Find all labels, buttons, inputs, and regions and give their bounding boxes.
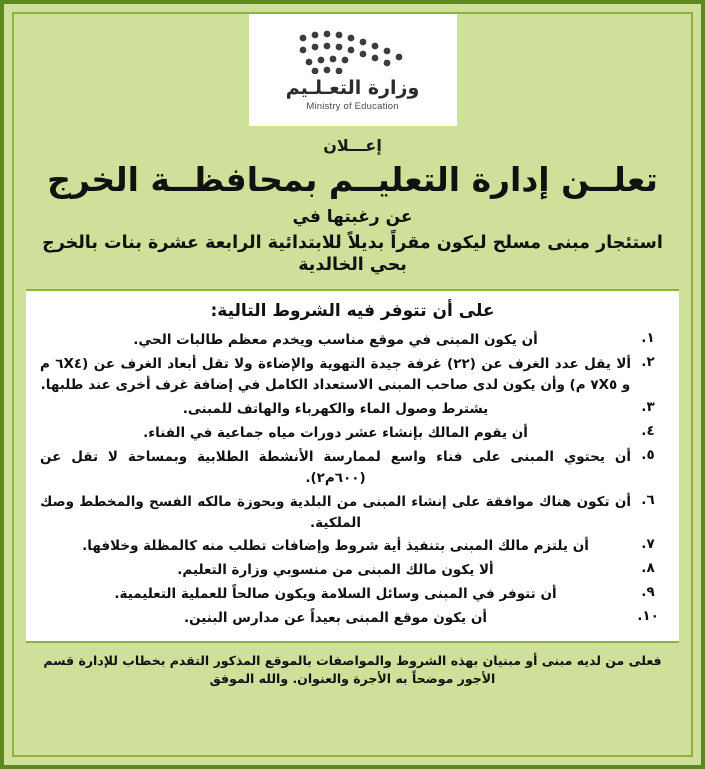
list-item-text: أن تتوفر في المبنى وسائل السلامة ويكون صالحاً للعملية التعليمية. bbox=[114, 586, 557, 603]
list-item-text: ألا يكون مالك المبنى من منسوبي وزارة التعليم. bbox=[177, 562, 494, 579]
list-item bbox=[40, 397, 665, 421]
list-item bbox=[40, 559, 665, 583]
list-item-text: أن يقوم المالك بإنشاء عشر دورات مياه جماعية في الفناء. bbox=[143, 424, 528, 441]
announcement-headline: تعلــن إدارة التعليــم بمحافظــة الخرج bbox=[47, 160, 658, 199]
list-item-number: ٤. bbox=[641, 422, 655, 439]
announcement-description: استئجار مبنى مسلح ليكون مقراً بديلاً للابتدائية الرابعة عشرة بنات بالخرج بحي الخالدية bbox=[42, 232, 663, 275]
conditions-list bbox=[40, 329, 665, 631]
list-item bbox=[40, 353, 665, 398]
list-item-text: أن يلتزم مالك المبنى بتنفيذ أية شروط وإضافات تطلب منه كالمظلة وخلافها. bbox=[82, 538, 589, 555]
list-item bbox=[40, 421, 665, 445]
ministry-logo-english-name: Ministry of Education bbox=[306, 101, 399, 113]
list-item-number: ٧. bbox=[641, 536, 655, 553]
list-item bbox=[40, 607, 665, 631]
list-item-number: ٨. bbox=[641, 560, 655, 577]
announcement-kicker: إعـــلان bbox=[323, 136, 382, 155]
list-item-number: ٥. bbox=[641, 446, 655, 463]
list-item-number: ٣. bbox=[641, 398, 655, 415]
list-item-text: أن تكون هناك موافقة على إنشاء المبنى من البلدية وبحوزة مالكه الفسح والمخطط وصك الملكية. bbox=[40, 493, 631, 531]
ministry-of-education-dots-logo-icon bbox=[293, 30, 413, 74]
list-item-number: ١. bbox=[641, 330, 655, 347]
conditions-title: على أن تتوفر فيه الشروط التالية: bbox=[210, 300, 495, 321]
list-item-text: أن يكون موقع المبنى بعيداً عن مدارس البنين. bbox=[184, 610, 487, 627]
list-item-number: ١٠. bbox=[637, 608, 659, 625]
list-item-text: ألا يقل عدد الغرف عن (٢٢) غرفة جيدة التهوية والإضاءة ولا تقل أبعاد الغرف عن (٦X٤ م و ٧X٥ م) وأن يكون لدى صاحب المبنى الاستعداد الكامل في إضافة غرف أخرى عند طلبها. bbox=[40, 356, 631, 394]
list-item-number: ٦. bbox=[641, 491, 655, 508]
list-item bbox=[40, 583, 665, 607]
list-item bbox=[40, 445, 665, 490]
announcement-subheadline: عن رغبتها في bbox=[292, 206, 413, 227]
page-content bbox=[4, 4, 701, 765]
closing-note: فعلى من لديه مبنى أو مبنيان بهذه الشروط والمواصفات بالموقع المذكور التقدم بخطاب للإدارة قسم الأجور موضحاً به الأجرة والعنوان. والله الموفق bbox=[43, 652, 662, 687]
list-item-text: أن يحتوي المبنى على فناء واسع لممارسة الأنشطة الطلابية وبمساحة لا تقل عن (٦٠٠م٢). bbox=[40, 448, 631, 486]
conditions-section bbox=[26, 289, 679, 643]
list-item bbox=[40, 535, 665, 559]
list-item bbox=[40, 490, 665, 535]
list-item-text: يشترط وصول الماء والكهرباء والهاتف للمبنى. bbox=[182, 400, 489, 417]
list-item-number: ٢. bbox=[641, 354, 655, 371]
ministry-logo-arabic-name: وزارة التعـلـيم bbox=[285, 76, 420, 99]
list-item-text: أن يكون المبنى في موقع مناسب ويخدم معظم طالبات الحي. bbox=[133, 332, 538, 349]
ministry-logo bbox=[249, 14, 457, 126]
list-item-number: ٩. bbox=[641, 584, 655, 601]
list-item bbox=[40, 329, 665, 353]
